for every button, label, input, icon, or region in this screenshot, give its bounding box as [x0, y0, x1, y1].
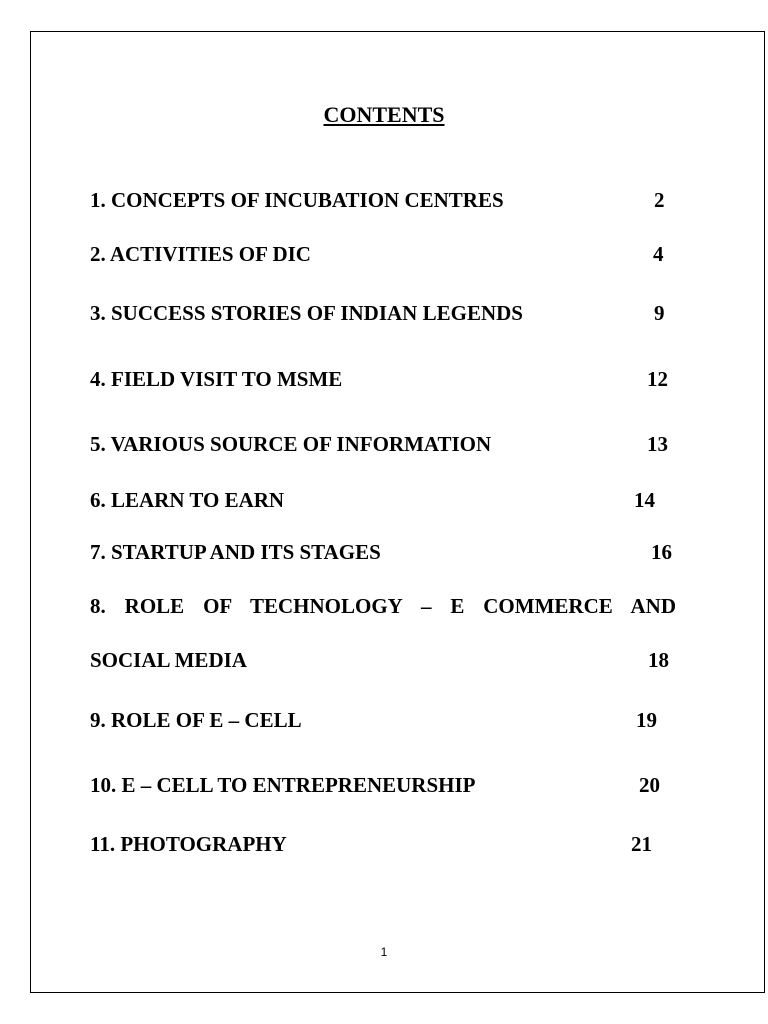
toc-entry-4-label: 4. FIELD VISIT TO MSME [90, 367, 343, 391]
toc-entry-11-page: 21 [631, 832, 652, 856]
toc-entry-2-label: 2. ACTIVITIES OF DIC [90, 242, 311, 266]
toc-entry-8-label: 8. ROLE OF TECHNOLOGY – E COMMERCE AND [90, 594, 676, 618]
toc-entry-9-page: 19 [636, 708, 657, 732]
toc-entry-6-label: 6. LEARN TO EARN [90, 488, 285, 512]
toc-entry-11-label: 11. PHOTOGRAPHY [90, 832, 287, 856]
toc-entry-7-page: 16 [651, 540, 672, 564]
toc-entry-1-label: 1. CONCEPTS OF INCUBATION CENTRES [90, 188, 504, 212]
toc-entry-1-page: 2 [654, 188, 665, 212]
contents-title: CONTENTS [323, 102, 445, 127]
toc-entry-9-label: 9. ROLE OF E – CELL [90, 708, 302, 732]
toc-entry-5-label: 5. VARIOUS SOURCE OF INFORMATION [90, 432, 492, 456]
toc-entry-2-page: 4 [653, 242, 664, 266]
toc-entry-10-page: 20 [639, 773, 660, 797]
toc-entry-3-label: 3. SUCCESS STORIES OF INDIAN LEGENDS [90, 301, 523, 325]
toc-entry-4-page: 12 [647, 367, 668, 391]
toc-entry-7-label: 7. STARTUP AND ITS STAGES [90, 540, 381, 564]
toc-entry-6-page: 14 [634, 488, 655, 512]
toc-entry-8-label-line2: SOCIAL MEDIA [90, 648, 247, 672]
toc-entry-10-label: 10. E – CELL TO ENTREPRENEURSHIP [90, 773, 476, 797]
toc-entry-3-page: 9 [654, 301, 665, 325]
toc-entry-8-page: 18 [648, 648, 669, 672]
toc-entry-5-page: 13 [647, 432, 668, 456]
footer-page-number: 1 [380, 945, 388, 959]
